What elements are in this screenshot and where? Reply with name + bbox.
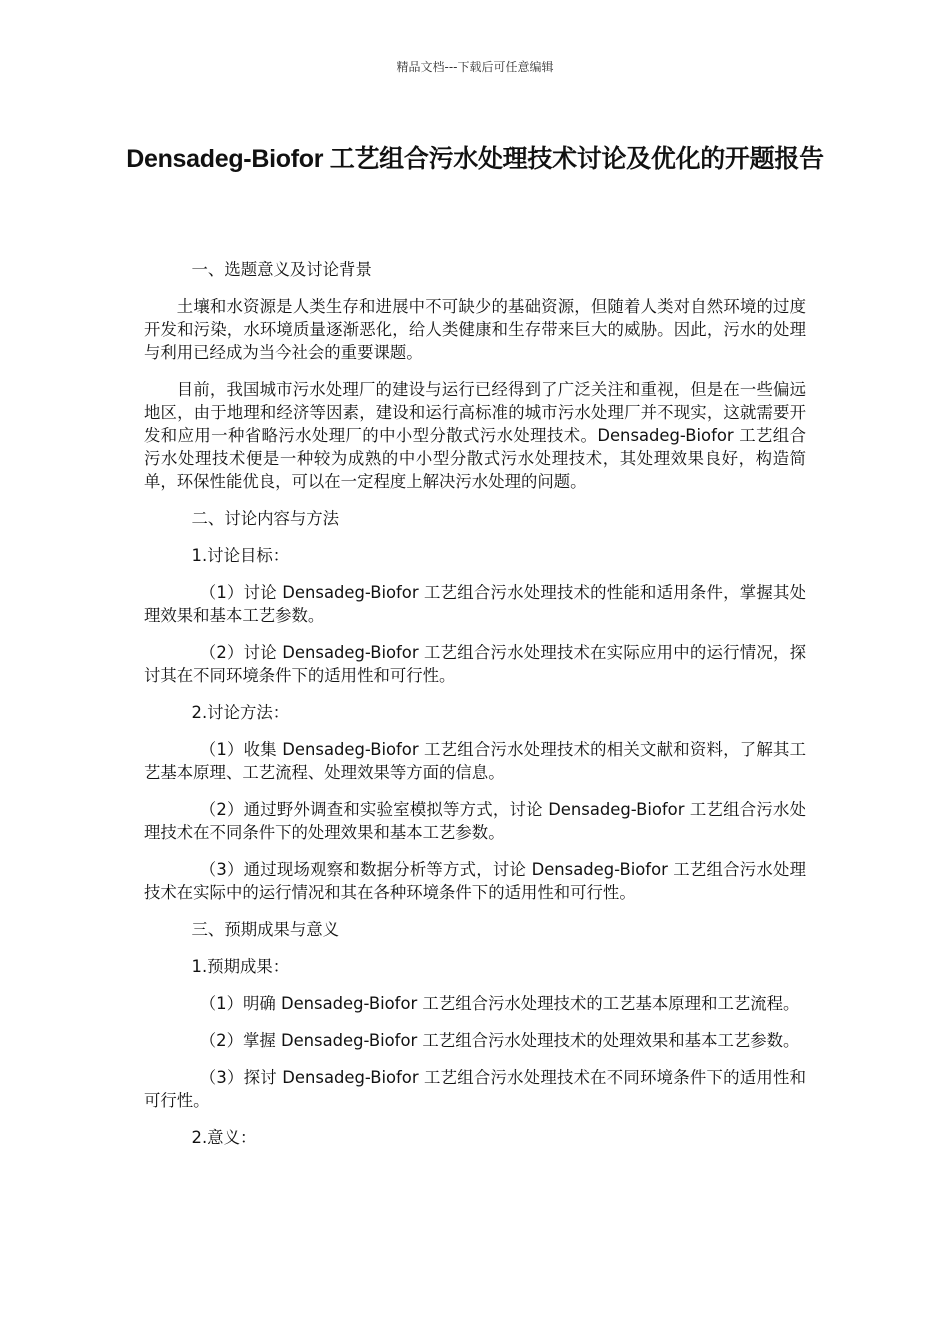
list-item: （2）掌握 Densadeg-Biofor 工艺组合污水处理技术的处理效果和基本工艺参数。: [199, 1031, 800, 1050]
document-body: [144, 258, 806, 1163]
section-heading: 三、预期成果与意义: [191, 920, 340, 939]
subsection-heading: 1.预期成果：: [191, 957, 290, 976]
list-item: （1）讨论 Densadeg-Biofor 工艺组合污水处理技术的性能和适用条件，掌握其处理效果和基本工艺参数。: [144, 583, 806, 625]
subsection-heading: 1.讨论目标：: [191, 546, 290, 565]
section-heading: 一、选题意义及讨论背景: [191, 260, 372, 279]
list-item: （3）探讨 Densadeg-Biofor 工艺组合污水处理技术在不同环境条件下的适用性和可行性。: [144, 1068, 806, 1110]
paragraph: 土壤和水资源是人类生存和进展中不可缺少的基础资源，但随着人类对自然环境的过度开发和污染，水环境质量逐渐恶化，给人类健康和生存带来巨大的威胁。因此，污水的处理与利用已经成为当今社会的重要课题。: [144, 297, 806, 362]
document-title: Densadeg-Biofor 工艺组合污水处理技术讨论及优化的开题报告: [126, 145, 824, 173]
paragraph: 目前，我国城市污水处理厂的建设与运行已经得到了广泛关注和重视，但是在一些偏远地区，由于地理和经济等因素，建设和运行高标准的城市污水处理厂并不现实，这就需要开发和应用一种省略污水处理厂的中小型分散式污水处理技术。Densadeg-Biofor 工艺组合污水处理技术便是一种较为成熟的中小型分散式污水处理技术，其处理效果良好，构造简单，环保性能优良，可以在一定程度上解决污水处理的问题。: [144, 380, 806, 491]
list-item: （2）讨论 Densadeg-Biofor 工艺组合污水处理技术在实际应用中的运行情况，探讨其在不同环境条件下的适用性和可行性。: [144, 643, 806, 685]
list-item: （3）通过现场观察和数据分析等方式，讨论 Densadeg-Biofor 工艺组合污水处理技术在实际中的运行情况和其在各种环境条件下的适用性和可行性。: [144, 860, 806, 902]
header-note: 精品文档---下载后可任意编辑: [396, 60, 554, 74]
subsection-heading: 2.意义：: [191, 1128, 257, 1147]
list-item: （1）明确 Densadeg-Biofor 工艺组合污水处理技术的工艺基本原理和工艺流程。: [199, 994, 800, 1013]
subsection-heading: 2.讨论方法：: [191, 703, 290, 722]
list-item: （2）通过野外调查和实验室模拟等方式，讨论 Densadeg-Biofor 工艺组合污水处理技术在不同条件下的处理效果和基本工艺参数。: [144, 800, 806, 842]
section-heading: 二、讨论内容与方法: [191, 509, 340, 528]
list-item: （1）收集 Densadeg-Biofor 工艺组合污水处理技术的相关文献和资料，了解其工艺基本原理、工艺流程、处理效果等方面的信息。: [144, 740, 806, 782]
